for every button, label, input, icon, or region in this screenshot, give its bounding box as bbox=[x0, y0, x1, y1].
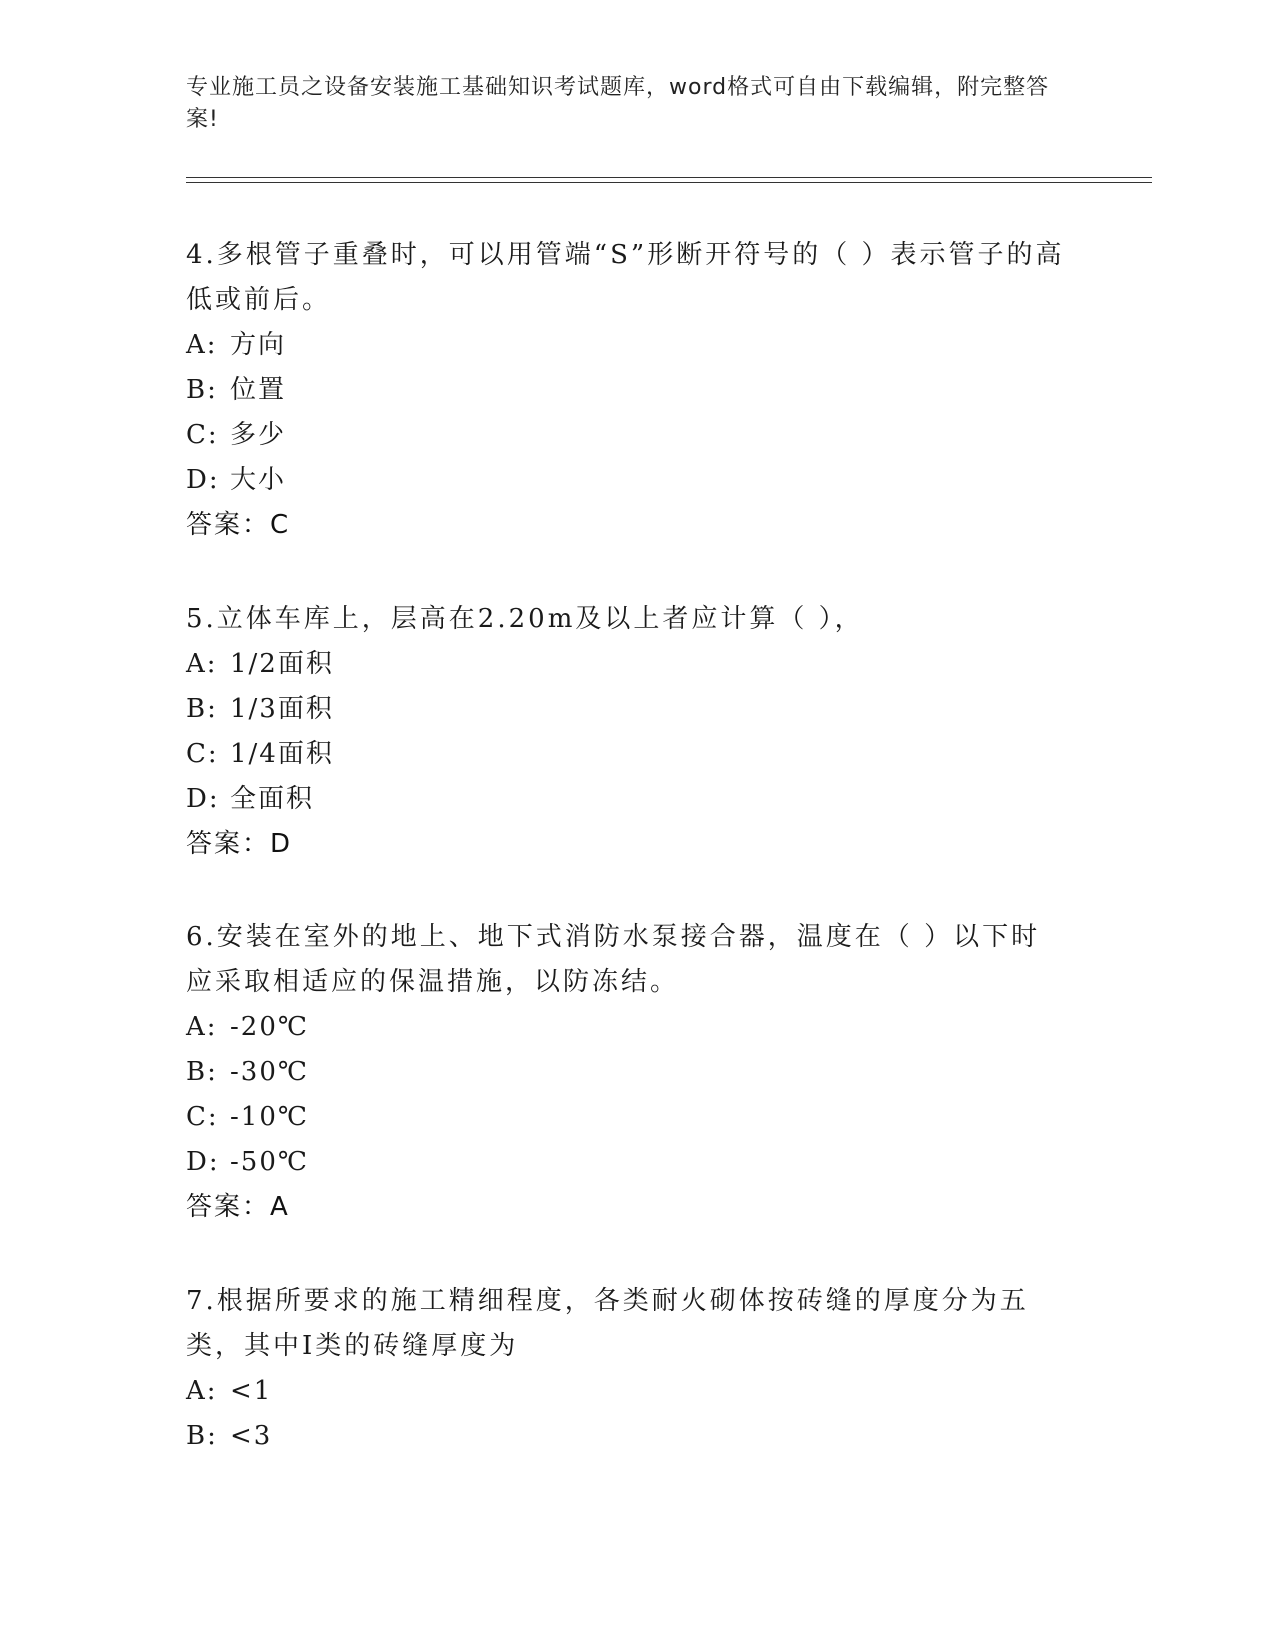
option-key: D: bbox=[186, 465, 220, 495]
option-b bbox=[186, 1414, 1066, 1459]
question-text: 4.多根管子重叠时，可以用管端“S”形断开符号的（ ）表示管子的高低或前后。 bbox=[186, 240, 1065, 315]
option-a bbox=[186, 1005, 1066, 1050]
option-a bbox=[186, 642, 1066, 687]
answer-line: 答案：D bbox=[186, 829, 293, 859]
option-d bbox=[186, 777, 1066, 822]
option-b bbox=[186, 1050, 1066, 1095]
option-key: B: bbox=[186, 1421, 218, 1451]
question-item bbox=[186, 597, 1066, 867]
option-key: D: bbox=[186, 784, 220, 814]
option-a bbox=[186, 1369, 1066, 1414]
option-value: 多少 bbox=[230, 420, 287, 450]
answer-line: 答案：A bbox=[186, 1192, 290, 1222]
option-value: -50℃ bbox=[230, 1147, 309, 1177]
option-value: <1 bbox=[230, 1376, 273, 1406]
option-value: 位置 bbox=[230, 375, 287, 405]
option-value: 方向 bbox=[230, 330, 287, 360]
option-key: C: bbox=[186, 1102, 219, 1132]
option-key: C: bbox=[186, 739, 219, 769]
option-b bbox=[186, 368, 1066, 413]
option-c bbox=[186, 1095, 1066, 1140]
question-item bbox=[186, 233, 1066, 548]
option-key: D: bbox=[186, 1147, 220, 1177]
question-text: 7.根据所要求的施工精细程度，各类耐火砌体按砖缝的厚度分为五类，其中I类的砖缝厚度为 bbox=[186, 1286, 1029, 1361]
question-item bbox=[186, 1279, 1066, 1459]
option-key: A: bbox=[186, 330, 218, 360]
option-value: -20℃ bbox=[230, 1012, 309, 1042]
option-b bbox=[186, 687, 1066, 732]
document-header: 专业施工员之设备安装施工基础知识考试题库，word格式可自由下载编辑，附完整答案! bbox=[186, 75, 1050, 132]
option-value: 大小 bbox=[230, 465, 287, 495]
option-key: A: bbox=[186, 1376, 218, 1406]
option-value: <3 bbox=[230, 1421, 273, 1451]
option-value: 1/4面积 bbox=[230, 739, 334, 769]
option-value: 1/2面积 bbox=[230, 649, 334, 679]
option-value: -30℃ bbox=[230, 1057, 309, 1087]
option-key: A: bbox=[186, 1012, 218, 1042]
option-a bbox=[186, 323, 1066, 368]
option-key: B: bbox=[186, 694, 218, 724]
option-d bbox=[186, 458, 1066, 503]
option-value: 1/3面积 bbox=[230, 694, 334, 724]
option-c bbox=[186, 732, 1066, 777]
header-divider bbox=[186, 177, 1152, 178]
option-value: -10℃ bbox=[230, 1102, 309, 1132]
option-c bbox=[186, 413, 1066, 458]
question-text: 6.安装在室外的地上、地下式消防水泵接合器，温度在（ ）以下时应采取相适应的保温措施，以防冻结。 bbox=[186, 922, 1041, 997]
question-text: 5.立体车库上，层高在2.20m及以上者应计算（ ）， bbox=[186, 604, 864, 634]
option-key: B: bbox=[186, 375, 218, 405]
option-key: C: bbox=[186, 420, 219, 450]
answer-line: 答案：C bbox=[186, 510, 291, 540]
header-divider-double bbox=[186, 182, 1152, 183]
option-key: A: bbox=[186, 649, 218, 679]
option-value: 全面积 bbox=[230, 784, 315, 814]
question-item bbox=[186, 915, 1066, 1230]
option-d bbox=[186, 1140, 1066, 1185]
option-key: B: bbox=[186, 1057, 218, 1087]
